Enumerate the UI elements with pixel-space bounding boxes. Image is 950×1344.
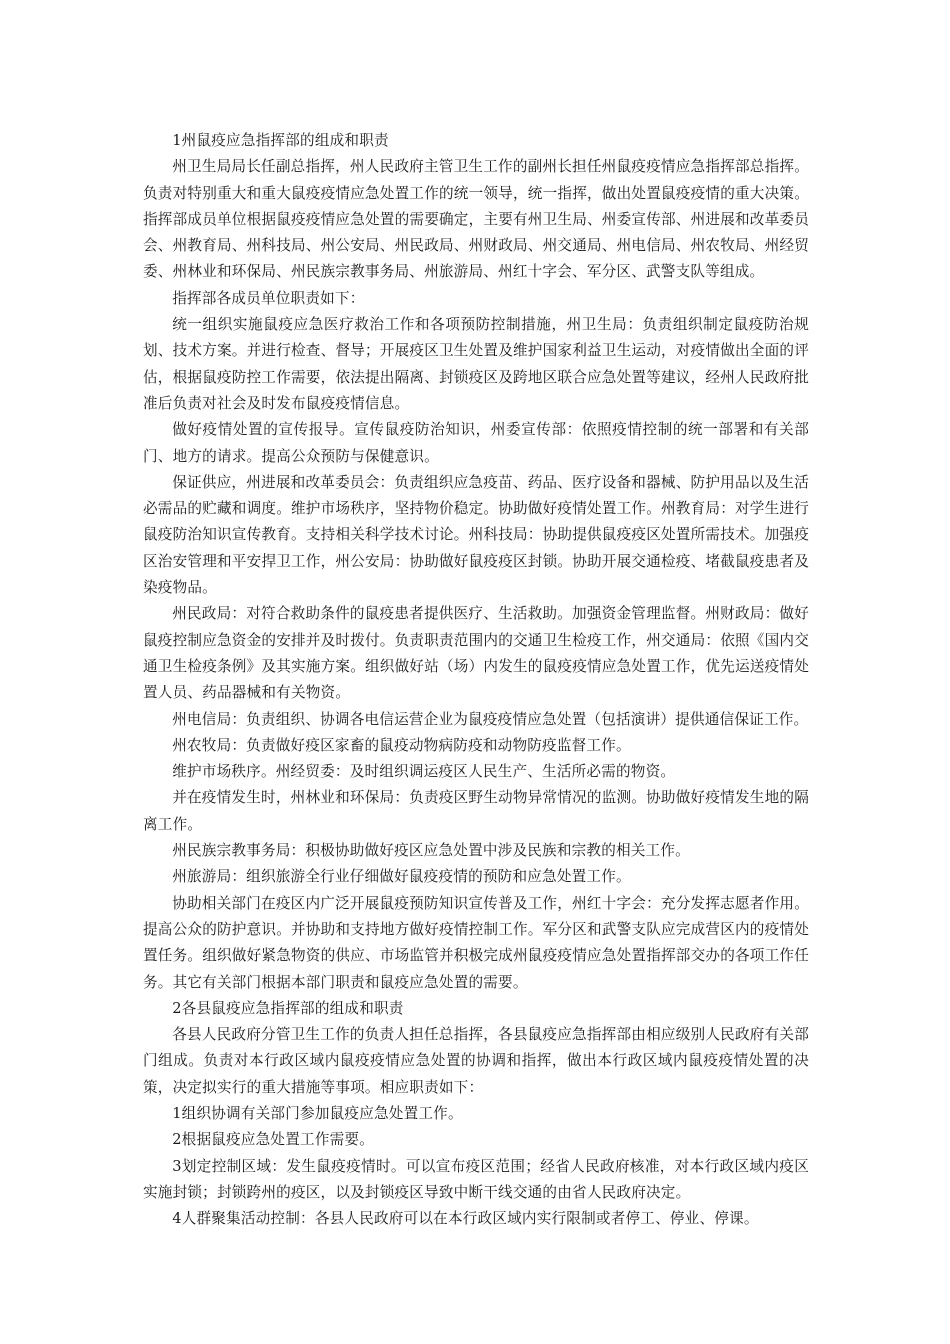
paragraph: 州电信局：负责组织、协调各电信运营企业为鼠疫疫情应急处置（包括演讲）提供通信保证工作。	[172, 710, 809, 728]
paragraph: 各县人民政府分管卫生工作的负责人担任总指挥，各县鼠疫应急指挥部由相应级别人民政府有关部门组成。负责对本行政区域内鼠疫疫情应急处置的协调和指挥，做出本行政区域内鼠疫疫情处置的决策，决定拟实行的重大措施等事项。相应职责如下：	[143, 1026, 809, 1096]
paragraph: 统一组织实施鼠疫应急医疗救治工作和各项预防控制措施，州卫生局：负责组织制定鼠疫防治规划、技术方案。并进行检查、督导；开展疫区卫生处置及维护国家利益卫生运动，对疫情做出全面的评估，根据鼠疫防控工作需要，依法提出隔离、封锁疫区及跨地区联合应急处置等建议，经州人民政府批准后负责对社会及时发布鼠疫疫情信息。	[143, 316, 809, 412]
paragraph: 保证供应，州进展和改革委员会：负责组织应急疫苗、药品、医疗设备和器械、防护用品以及生活必需品的贮藏和调度。维护市场秩序，坚持物价稳定。协助做好疫情处置工作。州教育局：对学生进行鼠疫防治知识宣传教育。支持相关科学技术讨论。州科技局：协助提供鼠疫疫区处置所需技术。加强疫区治安管理和平安捍卫工作，州公安局：协助做好鼠疫疫区封锁。协助开展交通检疫、堵截鼠疫患者及染疫物品。	[143, 473, 809, 597]
list-item: 4人群聚集活动控制：各县人民政府可以在本行政区域内实行限制或者停工、停业、停课。	[172, 1210, 759, 1228]
paragraph: 协助相关部门在疫区内广泛开展鼠疫预防知识宣传普及工作，州红十字会：充分发挥志愿者作用。提高公众的防护意识。并协助和支持地方做好疫情控制工作。军分区和武警支队应完成营区内的疫情处置任务。组织做好紧急物资的供应、市场监管并积极完成州鼠疫疫情应急处置指挥部交办的各项工作任务。其它有关部门根据本部门职责和鼠疫应急处置的需要。	[143, 894, 809, 991]
paragraph: 州卫生局局长任副总指挥，州人民政府主管卫生工作的副州长担任州鼠疫疫情应急指挥部总指挥。负责对特别重大和重大鼠疫疫情应急处置工作的统一领导，统一指挥，做出处置鼠疫疫情的重大决策。指挥部成员单位根据鼠疫疫情应急处置的需要确定，主要有州卫生局、州委宣传部、州进展和改革委员会、州教育局、州科技局、州公安局、州民政局、州财政局、州交通局、州电信局、州农牧局、州经贸委、州林业和环保局、州民族宗教事务局、州旅游局、州红十字会、军分区、武警支队等组成。	[143, 158, 809, 281]
section-heading: 2各县鼠疫应急指挥部的组成和职责	[172, 999, 404, 1017]
list-item: 1组织协调有关部门参加鼠疫应急处置工作。	[172, 1104, 463, 1122]
list-item: 2根据鼠疫应急处置工作需要。	[172, 1131, 374, 1149]
paragraph: 做好疫情处置的宣传报导。宣传鼠疫防治知识，州委宣传部：依照疫情控制的统一部署和有关部门、地方的请求。提高公众预防与保健意识。	[143, 421, 809, 465]
paragraph: 指挥部各成员单位职责如下：	[172, 289, 365, 307]
paragraph: 维护市场秩序。州经贸委：及时组织调运疫区人民生产、生活所必需的物资。	[172, 763, 676, 781]
list-item: 3划定控制区域：发生鼠疫疫情时。可以宣布疫区范围；经省人民政府核准，对本行政区域内疫区实施封锁；封锁跨州的疫区，以及封锁疫区导致中断干线交通的由省人民政府决定。	[143, 1157, 809, 1201]
paragraph: 州民政局：对符合救助条件的鼠疫患者提供医疗、生活救助。加强资金管理监督。州财政局：做好鼠疫控制应急资金的安排并及时拨付。负责职责范围内的交通卫生检疫工作，州交通局：依照《国内交通卫生检疫条例》及其实施方案。组织做好站（场）内发生的鼠疫疫情应急处置工作，优先运送疫情处置人员、药品器械和有关物资。	[143, 605, 809, 702]
document-body	[143, 128, 809, 1232]
paragraph: 州农牧局：负责做好疫区家畜的鼠疫动物病防疫和动物防疫监督工作。	[172, 736, 631, 754]
paragraph: 州民族宗教事务局：积极协助做好疫区应急处置中涉及民族和宗教的相关工作。	[172, 842, 690, 860]
paragraph: 并在疫情发生时，州林业和环保局：负责疫区野生动物异常情况的监测。协助做好疫情发生地的隔离工作。	[143, 789, 809, 833]
section-heading: 1州鼠疫应急指挥部的组成和职责	[172, 132, 389, 149]
paragraph: 州旅游局：组织旅游全行业仔细做好鼠疫疫情的预防和应急处置工作。	[172, 868, 631, 886]
